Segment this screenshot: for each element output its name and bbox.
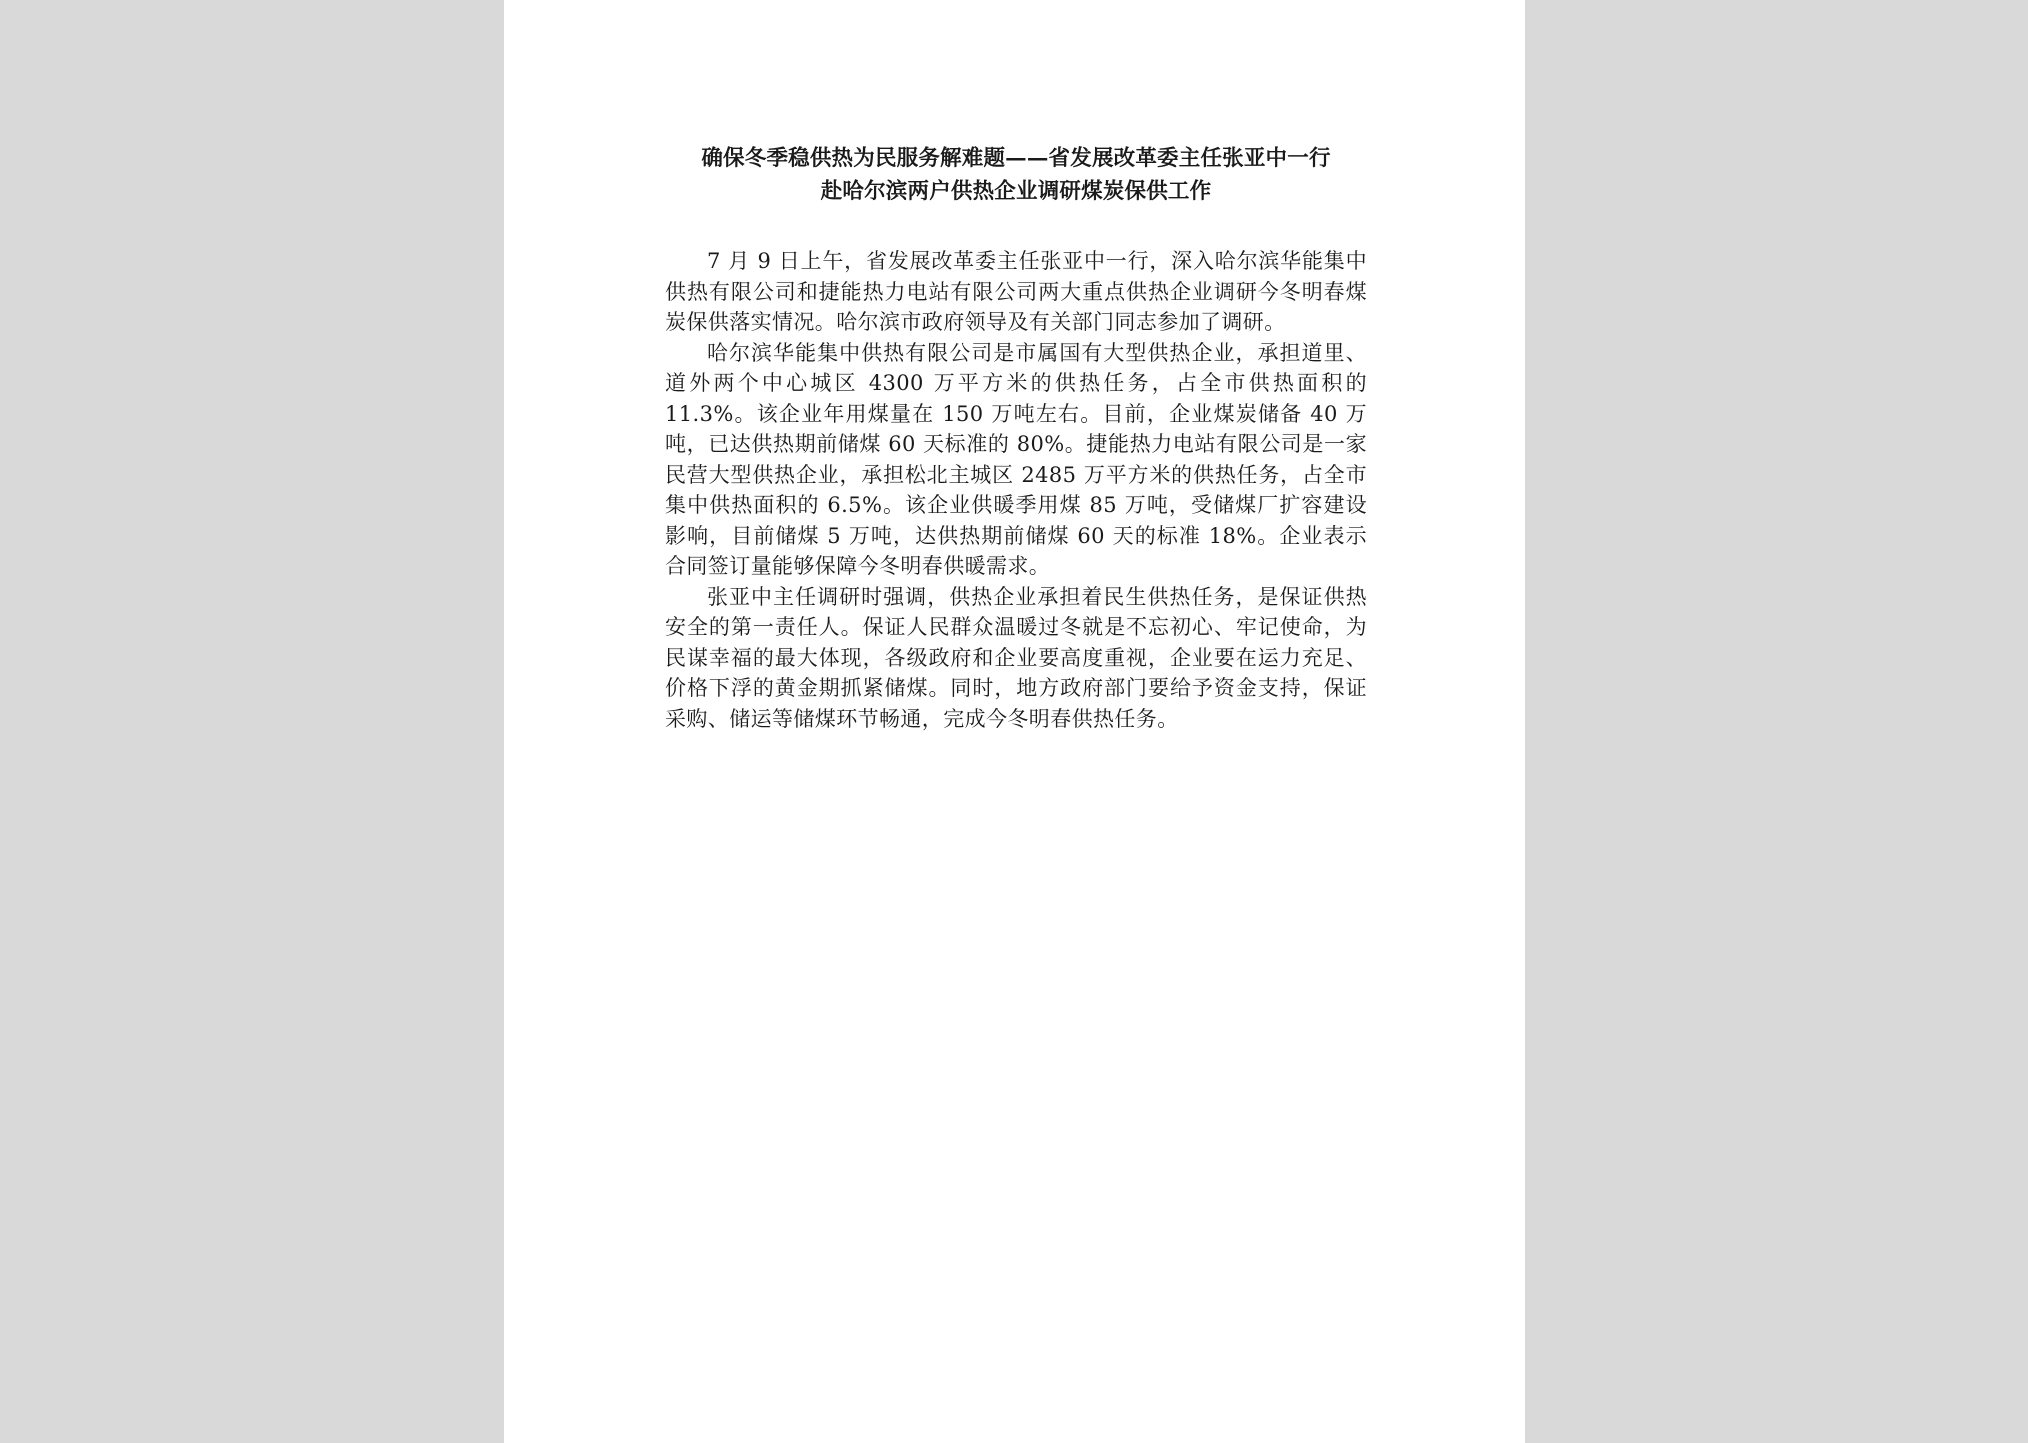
- paragraph-3: 张亚中主任调研时强调，供热企业承担着民生供热任务，是保证供热安全的第一责任人。保证人民群众温暖过冬就是不忘初心、牢记使命，为民谋幸福的最大体现，各级政府和企业要高度重视，企业要在运力充足、价格下浮的黄金期抓紧储煤。同时，地方政府部门要给予资金支持，保证采购、储运等储煤环节畅通，完成今冬明春供热任务。: [665, 584, 1367, 731]
- document-title: [665, 142, 1367, 208]
- title-line-1: 确保冬季稳供热为民服务解难题——省发展改革委主任张亚中一行: [701, 146, 1331, 171]
- paragraph-2: 哈尔滨华能集中供热有限公司是市属国有大型供热企业，承担道里、道外两个中心城区 4300 万平方米的供热任务，占全市供热面积的 11.3%。该企业年用煤量在 150 万吨左右。目前，企业煤炭储备 40 万吨，已达供热期前储煤 60 天标准的 80%。捷能热力电站有限公司是一家民营大型供热企业，承担松北主城区 2485 万平方米的供热任务，占全市集中供热面积的 6.5%。该企业供暖季用煤 85 万吨，受储煤厂扩容建设影响，目前储煤 5 万吨，达供热期前储煤 60 天的标准 18%。企业表示合同签订量能够保障今冬明春供暖需求。: [665, 340, 1367, 578]
- document-content: [665, 142, 1367, 734]
- paragraph-1: 7 月 9 日上午，省发展改革委主任张亚中一行，深入哈尔滨华能集中供热有限公司和捷能热力电站有限公司两大重点供热企业调研今冬明春煤炭保供落实情况。哈尔滨市政府领导及有关部门同志参加了调研。: [665, 249, 1367, 334]
- document-page: [504, 0, 1525, 1443]
- title-line-2: 赴哈尔滨两户供热企业调研煤炭保供工作: [820, 179, 1212, 204]
